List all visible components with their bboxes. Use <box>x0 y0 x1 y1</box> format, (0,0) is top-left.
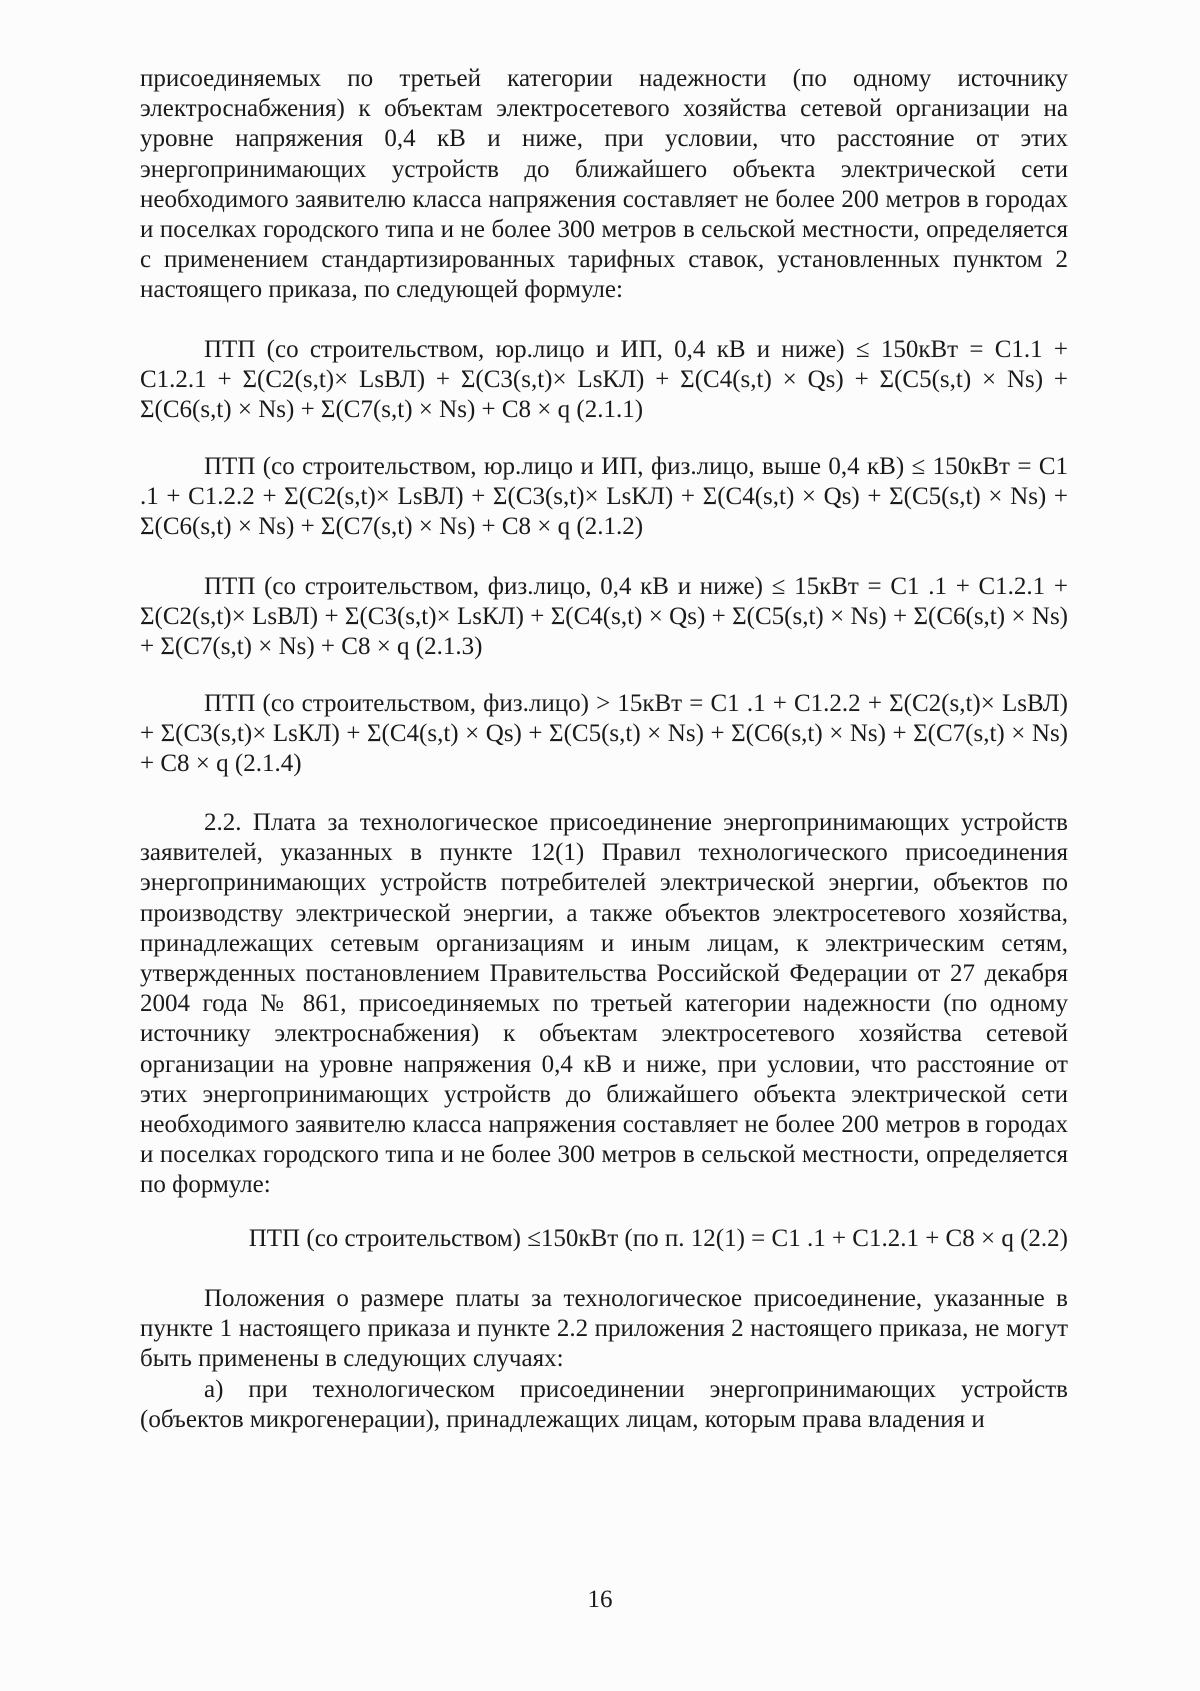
formula-2-1-4: ПТП (со строительством, физ.лицо) > 15кВт = С1 .1 + С1.2.2 + Σ(С2(s,t)× LsВЛ) + Σ(С3(s,t)× LsКЛ) + Σ(С4(s,t) × Qs) + Σ(С5(s,t) × Ns) + Σ(С6(s,t) × Ns) + Σ(С7(s,t) × Ns) + С8 × q (2.1.4) <box>140 690 1068 778</box>
formula-2-1-2: ПТП (со строительством, юр.лицо и ИП, физ.лицо, выше 0,4 кВ) ≤ 150кВт = С1 .1 + С1.2.2 + Σ(С2(s,t)× LsВЛ) + Σ(С3(s,t)× LsКЛ) + Σ(С4(s,t) × Qs) + Σ(С5(s,t) × Ns) + Σ(С6(s,t) × Ns) + Σ(С7(s,t) × Ns) + С8 × q (2.1.2) <box>140 453 1068 541</box>
formula-2-2: ПТП (со строительством) ≤150кВт (по п. 12(1) = С1 .1 + С1.2.1 + С8 × q (2.2) <box>248 1225 1068 1252</box>
intro-paragraph: присоединяемых по третьей категории надежности (по одному источнику электроснабжения) к объектам электросетевого хозяйства сетевой организации на уровне напряжения 0,4 кВ и ниже, при условии, что расстояние от этих энергопринимающих устройств до ближайшего объекта электрической сети необходимого заявителю класса напряжения составляет не более 200 метров в городах и поселках городского типа и не более 300 метров в сельской местности, определяется с применением стандартизированных тарифных ставок, установленных пунктом 2 настоящего приказа, по следующей формуле: <box>140 65 1068 304</box>
formula-2-1-3: ПТП (со строительством, физ.лицо, 0,4 кВ и ниже) ≤ 15кВт = С1 .1 + С1.2.1 + Σ(С2(s,t)× LsВЛ) + Σ(С3(s,t)× LsКЛ) + Σ(С4(s,t) × Qs) + Σ(С5(s,t) × Ns) + Σ(С6(s,t) × Ns) + Σ(С7(s,t) × Ns) + С8 × q (2.1.3) <box>140 573 1068 661</box>
section-2-2-paragraph: 2.2. Плата за технологическое присоединение энергопринимающих устройств заявителей, указанных в пункте 12(1) Правил технологического присоединения энергопринимающих устройств потребителей электрической энергии, объектов по производству электрической энергии, а также объектов электросетевого хозяйства, принадлежащих сетевым организациям и иным лицам, к электрическим сетям, утвержденных постановлением Правительства Российской Федерации от 27 декабря 2004 года № 861, присоединяемых по третьей категории надежности (по одному источнику электроснабжения) к объектам электросетевого хозяйства сетевой организации на уровне напряжения 0,4 кВ и ниже, при условии, что расстояние от этих энергопринимающих устройств до ближайшего объекта электрической сети необходимого заявителю класса напряжения составляет не более 200 метров в городах и поселках городского типа и не более 300 метров в сельской местности, определяется по формуле: <box>140 809 1068 1199</box>
provisions-paragraph: Положения о размере платы за технологическое присоединение, указанные в пункте 1 настоящего приказа и пункте 2.2 приложения 2 настоящего приказа, не могут быть применены в следующих случаях: <box>140 1285 1068 1373</box>
page-number: 16 <box>587 1586 613 1613</box>
item-a-paragraph: а) при технологическом присоединении энергопринимающих устройств (объектов микрогенерации), принадлежащих лицам, которым права владения и <box>140 1376 1068 1434</box>
formula-2-1-1: ПТП (со строительством, юр.лицо и ИП, 0,4 кВ и ниже) ≤ 150кВт = С1.1 + С1.2.1 + Σ(С2(s,t)× LsВЛ) + Σ(С3(s,t)× LsКЛ) + Σ(С4(s,t) × Qs) + Σ(С5(s,t) × Ns) + Σ(С6(s,t) × Ns) + Σ(С7(s,t) × Ns) + С8 × q (2.1.1) <box>140 336 1068 424</box>
